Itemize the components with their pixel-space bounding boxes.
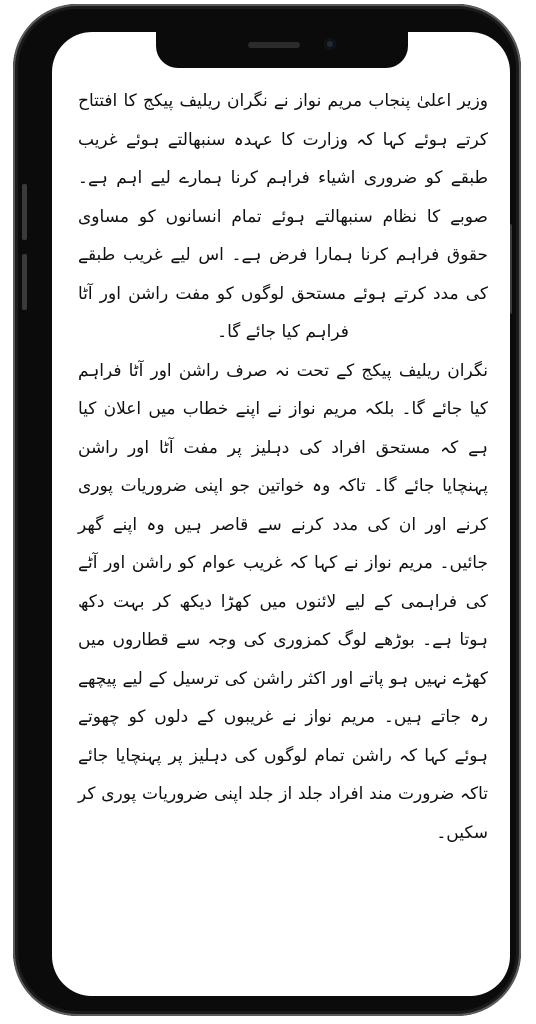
front-camera-icon (324, 38, 336, 50)
volume-up-button (22, 184, 27, 240)
phone-screen[interactable] (52, 32, 510, 996)
speaker-grille (248, 42, 300, 48)
phone-frame (13, 4, 521, 1016)
article-paragraph: نگران ریلیف پیکج کے تحت نہ صرف راشن اور آٹا فراہم کیا جائے گا۔ بلکہ مریم نواز نے اپنے خطاب میں اعلان کیا ہے کہ مستحق افراد کی دہلیز پر مفت آٹا اور راشن پہنچایا جائے گا۔ تاکہ وہ خواتین جو اپنی ضروریات پوری کرنے اور ان کی مدد کرنے سے قاصر ہیں وہ اپنے گھر جائیں۔ مریم نواز نے کہا کہ غریب عوام کو راشن اور آٹے کی فراہمی کے لیے لائنوں میں کھڑا دیکھ کر بہت دکھ ہوتا ہے۔ بوڑھے لوگ کمزوری کی وجہ سے قطاروں میں کھڑے نہیں ہو پاتے اور اکثر راشن کی ترسیل کے لیے پیچھے رہ جاتے ہیں۔ مریم نواز نے غریبوں کے دلوں کو چھوتے ہوئے کہا کہ راشن تمام لوگوں کی دہلیز پر پہنچایا جائے تاکہ ضرورت مند افراد جلد از جلد اپنی ضروریات پوری کر سکیں۔ (78, 360, 488, 843)
volume-down-button (22, 254, 27, 310)
article-body (78, 82, 488, 852)
article-paragraph: وزیر اعلیٰ پنجاب مریم نواز نے نگران ریلیف پیکج کا افتتاح کرتے ہوئے کہا کہ وزارت کا عہدہ سنبھالتے ہوئے غریب طبقے کو ضروری اشیاء فراہم کرنا ہمارے لیے اہم ہے۔ صوبے کا نظام سنبھالتے ہوئے تمام انسانوں کو مساوی حقوق فراہم کرنا ہمارا فرض ہے۔ اس لیے غریب طبقے کی مدد کرتے ہوئے مستحق لوگوں کو مفت راشن اور آٹا فراہم کیا جائے گا۔ (78, 91, 488, 342)
notch (156, 32, 408, 68)
